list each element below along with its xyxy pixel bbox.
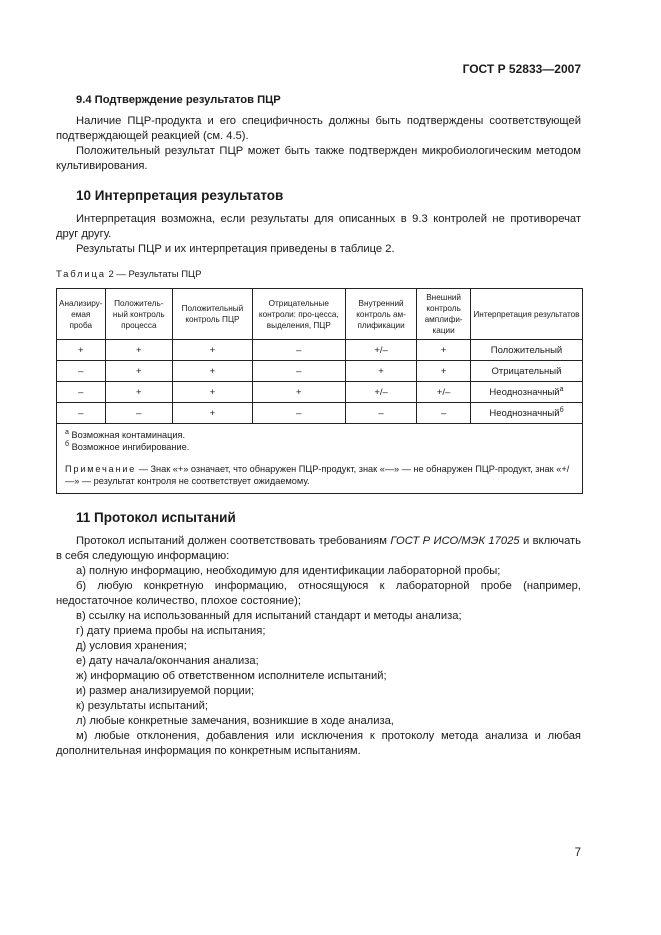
table-cell: + xyxy=(105,382,173,403)
table-cell-interpretation xyxy=(470,403,582,424)
table-caption-text: 2 — Результаты ПЦР xyxy=(105,269,202,280)
list-item: в) ссылку на использованный для испытаний стандарт и методы анализа; xyxy=(76,610,462,622)
list-item: ж) информацию об ответственном исполнителе испытаний; xyxy=(76,670,387,682)
footnote xyxy=(65,429,576,441)
list-item: к) результаты испытаний; xyxy=(76,700,208,712)
note-label: Примечание xyxy=(65,464,137,474)
table-caption-label: Таблица xyxy=(56,269,106,280)
footnote-ref: а xyxy=(559,385,564,393)
table-cell: – xyxy=(345,403,416,424)
header-positive-pcr-control: Положительный контроль ПЦР xyxy=(173,289,253,340)
table-cell: + xyxy=(57,340,106,361)
table-notes-row xyxy=(57,424,583,494)
table-cell: – xyxy=(57,403,106,424)
interpretation-text: Положительный xyxy=(490,344,563,356)
footnote xyxy=(65,441,576,453)
section-11-intro xyxy=(56,534,581,564)
header-internal-amplification-control: Внутренний контроль ам-плификации xyxy=(345,289,416,340)
section-9-4-paragraph-2: Положительный результат ПЦР может быть также подтвержден микробиологическим методом культивирования. xyxy=(56,145,581,172)
table-cell-interpretation xyxy=(470,361,582,382)
table-row xyxy=(57,361,583,382)
table-cell-interpretation xyxy=(470,340,582,361)
table-cell: +/– xyxy=(345,340,416,361)
intro-start: Протокол испытаний должен соответствовать требованиям xyxy=(76,535,391,547)
table-cell: + xyxy=(252,382,345,403)
header-sample: Анализиру-емая проба xyxy=(57,289,106,340)
table-cell: + xyxy=(105,340,173,361)
table-cell-interpretation xyxy=(470,382,582,403)
table-notes xyxy=(57,424,583,494)
table-caption xyxy=(56,267,581,282)
header-interpretation: Интерпретация результатов xyxy=(470,289,582,340)
section-9-4-title: 9.4 Подтверждение результатов ПЦР xyxy=(76,94,281,106)
list-item: е) дату начала/окончания анализа; xyxy=(76,655,259,667)
list-item: а) полную информацию, необходимую для идентификации лабораторной пробы; xyxy=(76,565,501,577)
table-row xyxy=(57,403,583,424)
page-number: 7 xyxy=(574,847,581,859)
list-item: м) любые отклонения, добавления или исключения к протоколу метода анализа и любая дополнительная информация по конкретным испытаниям. xyxy=(56,730,581,757)
list-item: и) размер анализируемой порции; xyxy=(76,685,255,697)
table-cell: – xyxy=(252,361,345,382)
table-cell: – xyxy=(252,403,345,424)
interpretation-text: Неоднозначный xyxy=(489,386,560,398)
section-10-paragraph-2: Результаты ПЦР и их интерпретация приведены в таблице 2. xyxy=(76,243,395,255)
table-cell: – xyxy=(252,340,345,361)
list-item: д) условия хранения; xyxy=(76,640,187,652)
table-cell: + xyxy=(345,361,416,382)
footnote-ref: б xyxy=(559,406,564,414)
table-cell: + xyxy=(173,340,253,361)
table-cell: + xyxy=(173,403,253,424)
section-9-4-paragraph-1: Наличие ПЦР-продукта и его специфичность должны быть подтверждены соответствующей подтверждающей реакцией (см. 4.5). xyxy=(56,115,581,142)
section-10-paragraph-1: Интерпретация возможна, если результаты для описанных в 9.3 контролей не противоречат друг другу. xyxy=(56,213,581,240)
table-cell: + xyxy=(173,361,253,382)
table-cell: – xyxy=(105,403,173,424)
table-cell: + xyxy=(417,361,471,382)
table-cell: + xyxy=(173,382,253,403)
footnote-text: Возможное ингибирование. xyxy=(69,442,190,452)
header-external-amplification-control: Внешний контроль амплифи-кации xyxy=(417,289,471,340)
footnote-mark: б xyxy=(65,440,70,448)
document-code: ГОСТ Р 52833—2007 xyxy=(462,62,581,76)
section-11-title: 11 Протокол испытаний xyxy=(76,510,236,525)
table-cell: + xyxy=(417,340,471,361)
interpretation-text: Отрицательный xyxy=(491,365,562,377)
footnote-mark: а xyxy=(65,428,69,436)
page-content xyxy=(56,93,581,759)
intro-end: и включать в себя следующую информацию: xyxy=(56,535,582,562)
table-row xyxy=(57,340,583,361)
table-cell: +/– xyxy=(417,382,471,403)
table-cell: +/– xyxy=(345,382,416,403)
note-text: — Знак «+» означает, что обнаружен ПЦР-продукт, знак «—» — не обнаружен ПЦР-продукт, знак «+/—» — результат контроля не соответствует ожидаемому. xyxy=(65,464,570,486)
results-table xyxy=(56,288,583,494)
interpretation-text: Неоднозначный xyxy=(489,407,560,419)
header-negative-controls: Отрицательные контроли: про-цесса, выделения, ПЦР xyxy=(252,289,345,340)
section-10-title: 10 Интерпретация результатов xyxy=(76,188,284,203)
table-cell: + xyxy=(105,361,173,382)
table-row xyxy=(57,382,583,403)
standard-reference: ГОСТ Р ИСО/МЭК 17025 xyxy=(390,535,520,547)
table-note xyxy=(65,463,576,487)
list-item: л) любые конкретные замечания, возникшие в ходе анализа, xyxy=(76,715,394,727)
list-item: г) дату приема пробы на испытания; xyxy=(76,625,266,637)
table-header-row xyxy=(57,289,583,340)
table-cell: – xyxy=(417,403,471,424)
header-positive-process-control: Положитель-ный контроль процесса xyxy=(105,289,173,340)
table-cell: – xyxy=(57,382,106,403)
table-cell: – xyxy=(57,361,106,382)
list-item: б) любую конкретную информацию, относящуюся к лабораторной пробе (например, недостаточное количество, плохое состояние); xyxy=(56,580,581,607)
footnote-text: Возможная контаминация. xyxy=(68,430,186,440)
